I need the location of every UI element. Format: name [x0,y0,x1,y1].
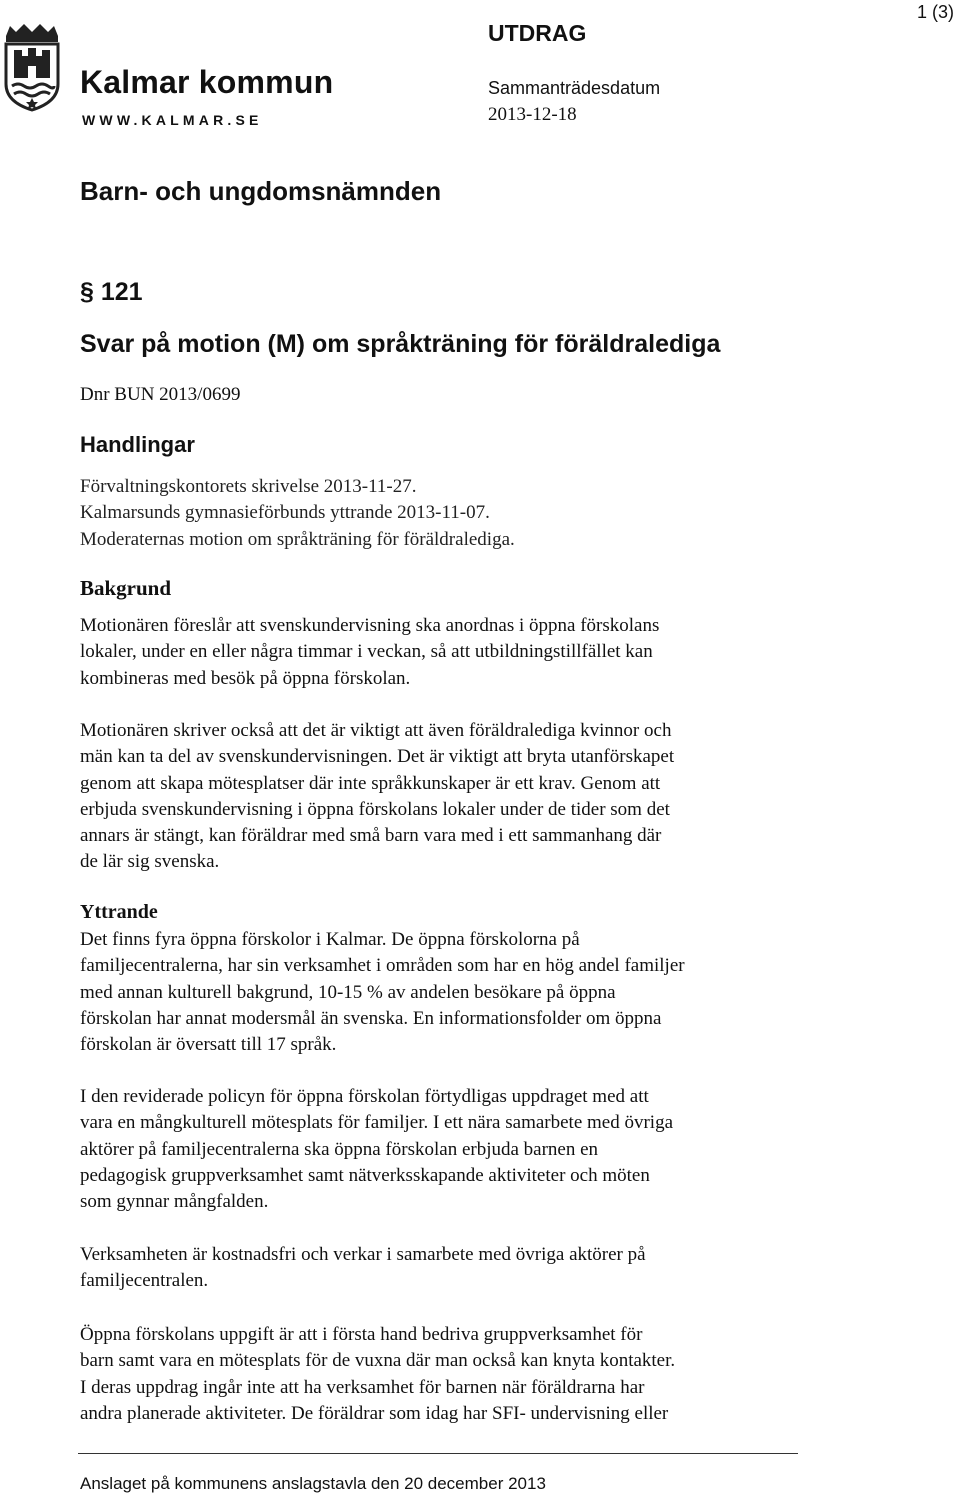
page-title: Svar på motion (M) om språkträning för föräldralediga [80,330,721,358]
text-line: Motionären skriver också att det är viktigt att även föräldralediga kvinnor och [80,720,672,741]
section-number: § 121 [80,278,143,306]
yttrande-paragraph-2 [80,1084,800,1215]
logo-name: Kalmar kommun [80,64,334,100]
bakgrund-paragraph-1 [80,613,800,692]
kalmar-logo [2,22,334,128]
text-line: Verksamheten är kostnadsfri och verkar i samarbete med övriga aktörer på [80,1244,646,1265]
text-line: familjecentralerna, har sin verksamhet i områden som har en hög andel familjer [80,955,685,977]
text-line: vara en mångkulturell mötesplats för familjer. I ett nära samarbete med övriga [80,1112,673,1134]
list-item: Kalmarsunds gymnasieförbunds yttrande 2013-11-07. [80,502,490,524]
text-line: aktörer på familjecentralerna ska öppna förskolan erbjuda barnen en [80,1138,599,1160]
text-line: I den reviderade policyn för öppna förskolan förtydligas uppdraget med att [80,1086,649,1107]
text-line: pedagogisk gruppverksamhet samt nätverksskapande aktiviteter och möten [80,1164,650,1186]
text-line: Öppna förskolans uppgift är att i första hand bedriva gruppverksamhet för [80,1324,643,1345]
text-line: Motionären föreslår att svenskundervisning ska anordnas i öppna förskolans [80,615,660,636]
footer-divider [78,1453,798,1454]
text-line: barn samt vara en mötesplats för de vuxna där man också kan knyta kontakter. [80,1350,676,1372]
meeting-date: 2013-12-18 [488,104,577,125]
text-line: kombineras med besök på öppna förskolan. [80,667,411,689]
handlingar-list [80,474,800,553]
text-line: lokaler, under en eller några timmar i veckan, så att utbildningstillfället kan [80,641,653,663]
heading-bakgrund: Bakgrund [80,576,172,600]
text-line: annars är stängt, kan föräldrar med små barn vara med i ett sammanhang där [80,825,662,847]
yttrande-paragraph-1 [80,927,800,1058]
text-line: genom att skapa mötesplatser där inte språkkunskaper är ett krav. Genom att [80,772,661,794]
text-line: förskolan har annat modersmål än svenska. En informationsfolder om öppna [80,1007,662,1029]
text-line: som gynnar mångfalden. [80,1191,269,1213]
bakgrund-paragraph-2 [80,718,800,876]
text-line: med annan kulturell bakgrund, 10-15 % av andelen besökare på öppna [80,981,616,1003]
heading-handlingar: Handlingar [80,432,195,457]
text-line: familjecentralen. [80,1270,209,1292]
document-type: UTDRAG [488,20,587,46]
list-item: Moderaternas motion om språkträning för föräldralediga. [80,528,515,550]
text-line: förskolan är översatt till 17 språk. [80,1034,337,1056]
diary-number: Dnr BUN 2013/0699 [80,384,241,405]
text-line: erbjuda svenskundervisning i öppna förskolans lokaler under de tider som det [80,798,670,820]
list-item: Förvaltningskontorets skrivelse 2013-11-27. [80,476,417,497]
kalmar-coat-of-arms-icon [2,22,62,112]
committee-name: Barn- och ungdomsnämnden [80,176,442,206]
text-line: män kan ta del av svenskundervisningen. Det är viktigt att bryta utanförskapet [80,746,675,768]
heading-yttrande: Yttrande [80,901,158,923]
yttrande-paragraph-4 [80,1322,800,1427]
page-number: 1 (3) [916,2,954,22]
text-line: Det finns fyra öppna förskolor i Kalmar. De öppna förskolorna på [80,929,580,950]
yttrande-paragraph-3 [80,1242,800,1295]
footer-posting-note: Anslaget på kommunens anslagstavla den 20 december 2013 [80,1474,546,1493]
logo-url: WWW.KALMAR.SE [82,112,263,128]
meeting-date-label: Sammanträdesdatum [488,78,661,98]
text-line: de lär sig svenska. [80,851,220,873]
text-line: I deras uppdrag ingår inte att ha verksamhet för barnen när föräldrarna har [80,1376,645,1398]
text-line: andra planerade aktiviteter. De föräldrar som idag har SFI- undervisning eller [80,1402,669,1424]
